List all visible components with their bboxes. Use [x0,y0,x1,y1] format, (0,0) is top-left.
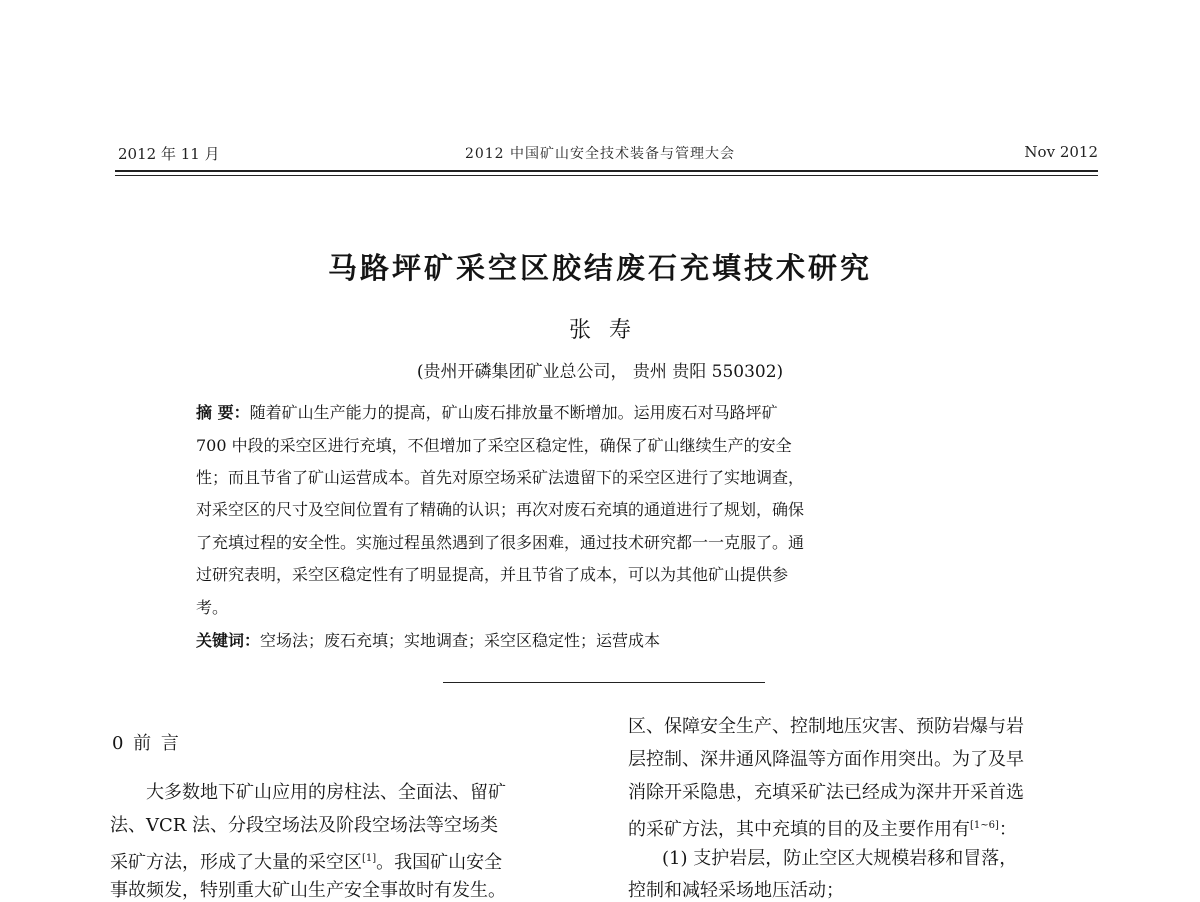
section-heading: 0 前 言 [112,733,181,754]
body-text: 的采矿方法，其中充填的目的及主要作用有 [628,819,970,840]
body-line: 消除开采隐患，充填采矿法已经成为深井开采首选 [628,782,1024,803]
keywords-text: 空场法；废石充填；实地调查；采空区稳定性；运营成本 [260,631,661,650]
citation-ref: [1~6] [970,820,999,831]
abstract-line: 性；而且节省了矿山运营成本。首先对原空场采矿法遗留下的采空区进行了实地调查， [196,468,805,487]
body-line: 层控制、深井通风降温等方面作用突出。为了及早 [628,749,1024,770]
body-line: 控制和减轻采场地压活动； [628,880,844,901]
abstract-text: 随着矿山生产能力的提高，矿山废石排放量不断增加。运用废石对马路坪矿 [249,403,778,422]
body-line: 事故频发，特别重大矿山生产安全事故时有发生。 [110,880,506,901]
body-line: 法、VCR 法、分段空场法及阶段空场法等空场类 [110,815,499,836]
body-text: ： [998,819,1017,840]
body-line [628,815,1017,841]
abstract-line [196,403,778,423]
citation-ref: [1] [362,853,377,864]
keywords-line [196,631,660,651]
author-affiliation: (贵州开磷集团矿业总公司， 贵州 贵阳 550302) [416,362,784,382]
body-line [110,848,502,874]
header-conference: 2012 中国矿山安全技术装备与管理大会 [464,146,736,162]
header-date: 2012 年 11 月 [118,145,220,163]
abstract-line: 考。 [196,598,229,617]
abstract-line: 过研究表明，采空区稳定性有了明显提高，并且节省了成本，可以为其他矿山提供参 [196,565,789,584]
abstract-line: 了充填过程的安全性。实施过程虽然遇到了很多困难，通过技术研究都一一克服了。通 [196,533,805,552]
body-line: (1) 支护岩层，防止空区大规模岩移和冒落， [662,848,1018,869]
abstract-line: 对采空区的尺寸及空间位置有了精确的认识；再次对废石充填的通道进行了规划，确保 [196,500,805,519]
body-text: 采矿方法，形成了大量的采空区 [110,852,362,873]
section-separator [443,682,765,683]
keywords-label: 关键词： [196,631,261,650]
body-line: 大多数地下矿山应用的房柱法、全面法、留矿 [146,782,506,803]
paper-title: 马路坪矿采空区胶结废石充填技术研究 [327,251,872,285]
abstract-label: 摘 要： [196,403,250,422]
header-rule-thick [115,170,1098,172]
body-text: 。我国矿山安全 [376,852,503,873]
body-line: 区、保障安全生产、控制地压灾害、预防岩爆与岩 [628,716,1024,737]
header-date-english: Nov 2012 [1024,143,1098,161]
abstract-line: 700 中段的采空区进行充填，不但增加了采空区稳定性，确保了矿山继续生产的安全 [196,436,792,455]
author-name: 张寿 [568,318,649,343]
header-rule-thin [115,175,1098,176]
